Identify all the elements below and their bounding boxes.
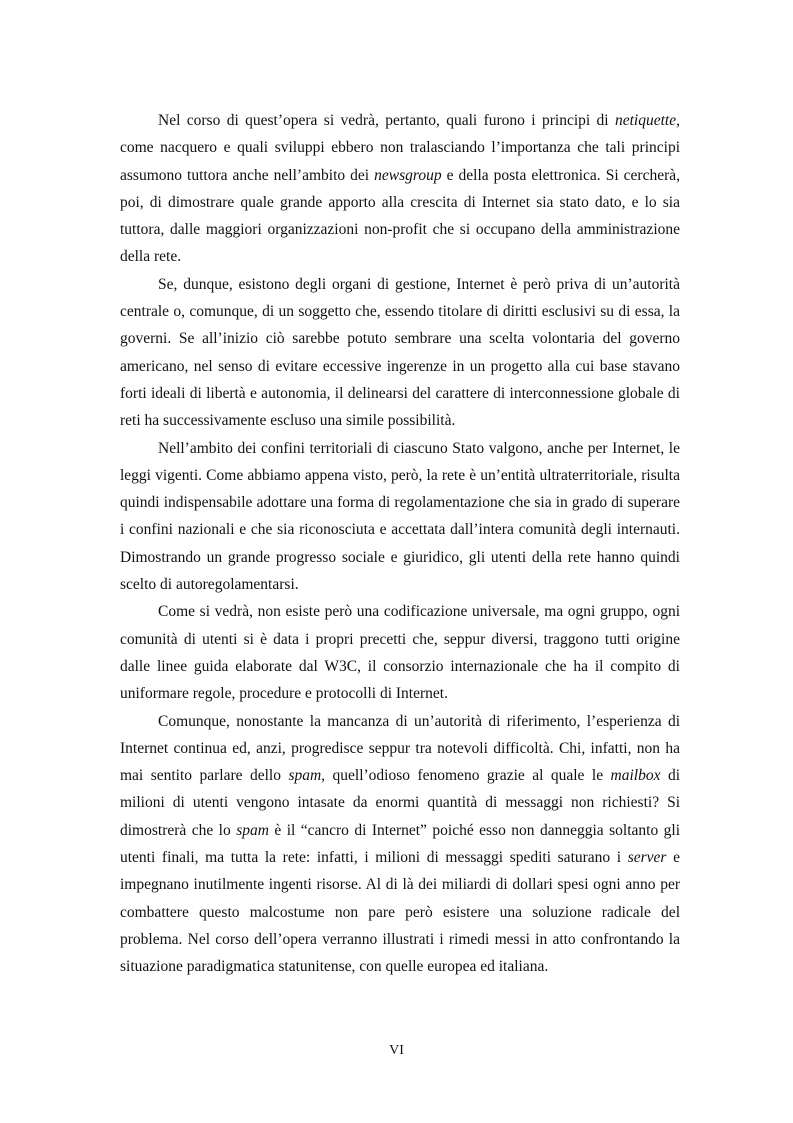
paragraph: Nell’ambito dei confini territoriali di ciascuno Stato valgono, anche per Internet, le leggi vigenti. Come abbiamo appena visto, però, la rete è un’entità ultraterritoriale, risulta quindi indispensabile adottare una forma di regolamentazione che sia in grado di superare i confini nazionali e che sia riconosciuta e accettata dall’intera comunità degli internauti. Dimostrando un grande progresso sociale e giuridico, gli utenti della rete hanno quindi scelto di autoregolamentarsi.	[120, 439, 680, 594]
paragraph: Nel corso di quest’opera si vedrà, pertanto, quali furono i principi di netiquette, come nacquero e quali sviluppi ebbero non tralasciando l’importanza che tali principi assumono tuttora anche nell’ambito dei newsgroup e della posta elettronica. Si cercherà, poi, di dimostrare quale grande apporto alla crescita di Internet sia stato dato, e lo sia tuttora, dalle maggiori organizzazioni non-profit che si occupano della amministrazione della rete.	[120, 112, 680, 266]
page-number: VI	[389, 1043, 404, 1058]
italic-term: newsgroup	[374, 166, 442, 184]
italic-term: netiquette	[615, 112, 677, 129]
paragraph: Come si vedrà, non esiste però una codificazione universale, ma ogni gruppo, ogni comunità di utenti si è data i propri precetti che, seppur diversi, traggono tutti origine dalle linee guida elaborate dal W3C, il consorzio internazionale che ha il compito di uniformare regole, procedure e protocolli di Internet.	[120, 603, 680, 703]
italic-term: spam	[288, 767, 322, 785]
paragraph: Comunque, nonostante la mancanza di un’autorità di riferimento, l’esperienza di Internet continua ed, anzi, progredisce seppur tra notevoli difficoltà. Chi, infatti, non ha mai sentito parlare dello spam, quell’odioso fenomeno grazie al quale le mailbox di milioni di utenti vengono intasate da enormi quantità di messaggi non richiesti? Si dimostrerà che lo spam è il “cancro di Internet” poiché esso non danneggia soltanto gli utenti finali, ma tutta la rete: infatti, i milioni di messaggi spediti saturano i server e impegnano inutilmente ingenti risorse. Al di là dei miliardi di dollari spesi ogni anno per combattere questo malcostume non pare però esistere una soluzione radicale del problema. Nel corso dell’opera verranno illustrati i rimedi messi in atto confrontando la situazione paradigmatica statunitense, con quelle europea ed italiana.	[120, 712, 681, 976]
italic-term: server	[627, 849, 667, 867]
italic-term: mailbox	[610, 767, 661, 785]
italic-term: spam	[236, 821, 269, 839]
paragraph: Se, dunque, esistono degli organi di gestione, Internet è però priva di un’autorità centrale o, comunque, di un soggetto che, essendo titolare di diritti esclusivi su di essa, la governi. Se all’inizio ciò sarebbe potuto sembrare una scelta volontaria del governo americano, nel senso di evitare eccessive ingerenze in un progetto alla cui base stavano forti ideali di libertà e autonomia, il delinearsi del carattere di interconnessione globale di reti ha successivamente escluso una simile possibilità.	[120, 275, 680, 430]
document-body	[120, 107, 680, 981]
